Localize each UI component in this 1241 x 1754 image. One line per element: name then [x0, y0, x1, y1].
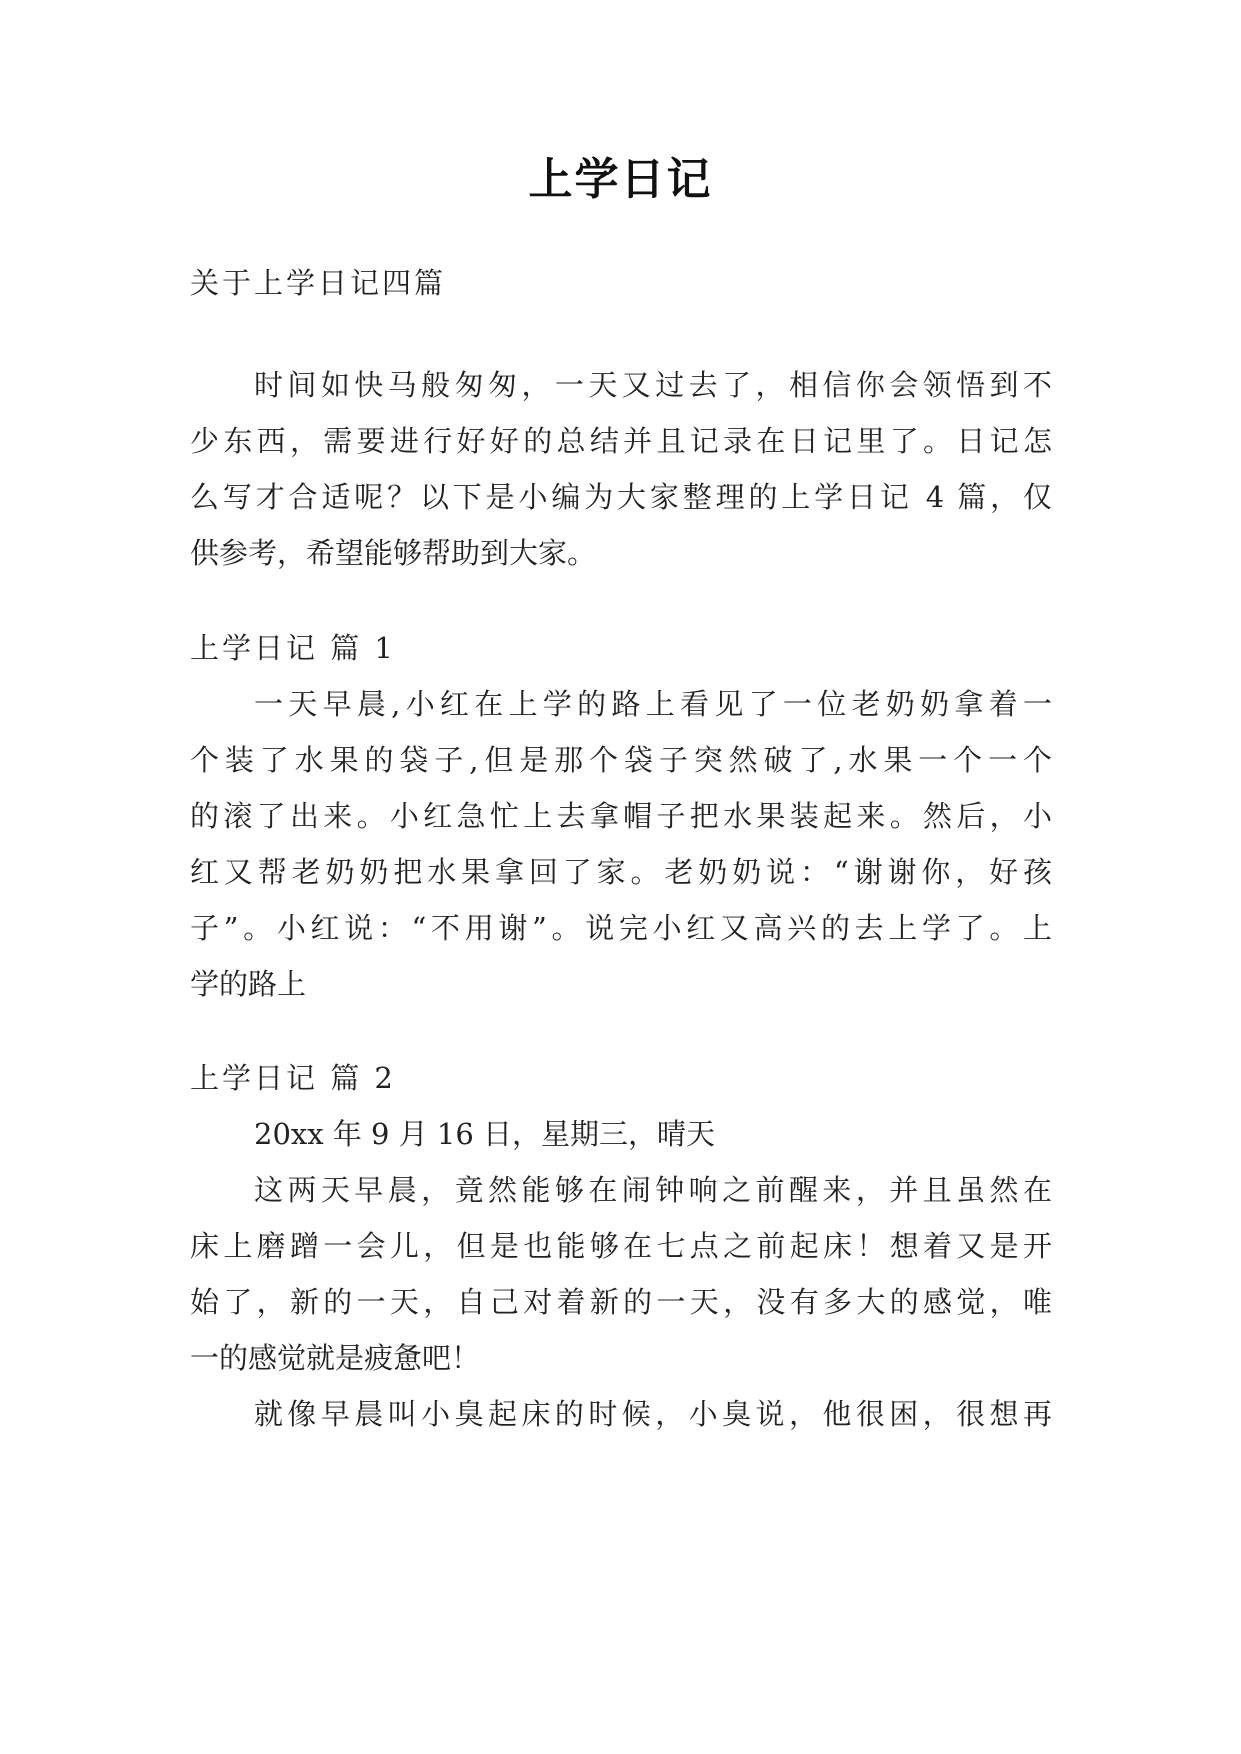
section-1-line: 红又帮老奶奶把水果拿回了家。老奶奶说：“谢谢你，好孩: [190, 855, 1052, 889]
document-subtitle: 关于上学日记四篇: [190, 266, 447, 300]
intro-line: 么写才合适呢？以下是小编为大家整理的上学日记 4 篇，仅: [190, 480, 1052, 514]
intro-line: 少东西，需要进行好好的总结并且记录在日记里了。日记怎: [190, 424, 1052, 458]
section-2-line: 就像早晨叫小臭起床的时候，小臭说，他很困，很想再: [254, 1397, 1052, 1431]
section-1-heading: 上学日记 篇 1: [190, 631, 396, 665]
section-1-line: 子”。小红说：“不用谢”。说完小红又高兴的去上学了。上: [190, 911, 1052, 945]
section-1-line: 一天早晨,小红在上学的路上看见了一位老奶奶拿着一: [254, 687, 1052, 721]
section-1-line: 学的路上: [190, 967, 307, 1001]
section-2-heading: 上学日记 篇 2: [190, 1061, 396, 1095]
intro-line: 时间如快马般匆匆，一天又过去了，相信你会领悟到不: [254, 368, 1052, 402]
section-2-line: 床上磨蹭一会儿，但是也能够在七点之前起床！想着又是开: [190, 1229, 1052, 1263]
section-1-line: 的滚了出来。小红急忙上去拿帽子把水果装起来。然后，小: [190, 799, 1052, 833]
section-2-date-line: 20xx 年 9 月 16 日，星期三，晴天: [254, 1117, 716, 1151]
section-2-line: 始了，新的一天，自己对着新的一天，没有多大的感觉，唯: [190, 1285, 1052, 1319]
section-2-line: 一的感觉就是疲惫吧！: [190, 1341, 481, 1375]
document-title: 上学日记: [528, 154, 713, 205]
section-1-line: 个装了水果的袋子,但是那个袋子突然破了,水果一个一个: [190, 743, 1052, 777]
intro-line: 供参考，希望能够帮助到大家。: [190, 536, 597, 570]
section-2-line: 这两天早晨，竟然能够在闹钟响之前醒来，并且虽然在: [254, 1173, 1052, 1207]
